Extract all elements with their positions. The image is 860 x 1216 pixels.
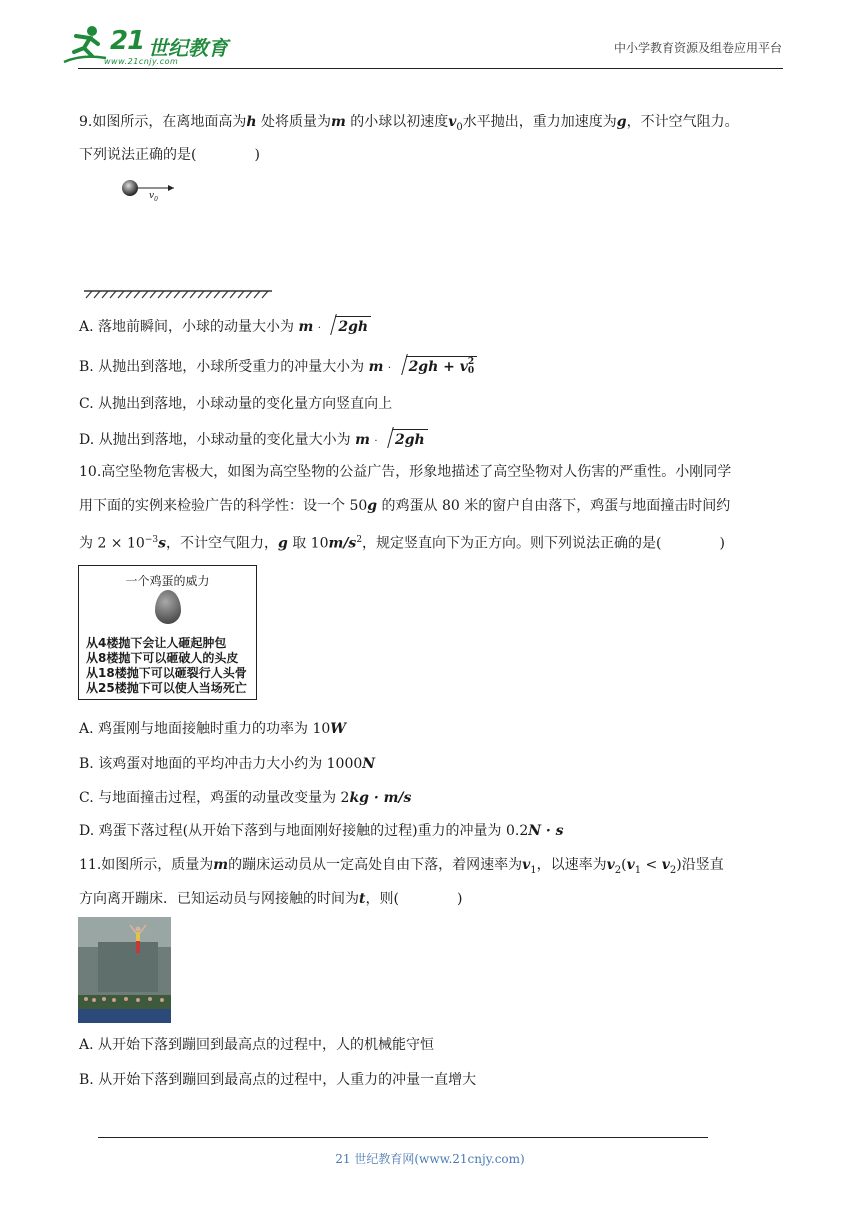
header-platform-name: 中小学教育资源及组卷应用平台 xyxy=(613,41,782,55)
egg-icon xyxy=(155,590,181,624)
q10-stem-line3: 为 $2 \times 10^{-3}s$，不计空气阻力，g 取 $10m/s^2$，规定竖直向下为正方向。则下列说法正确的是( ) xyxy=(79,535,725,552)
logo-number: 21 xyxy=(110,26,145,56)
q9-stem-line2: 下列说法正确的是( ) xyxy=(79,147,260,163)
q10-stem-line2: 用下面的实例来检验广告的科学性：设一个 50g 的鸡蛋从 80 米的窗户自由落下，鸡蛋与地面撞击时间约 xyxy=(79,498,731,514)
egg-poster-lines xyxy=(86,636,247,696)
site-logo xyxy=(62,24,232,68)
egg-poster-line: 从18楼抛下可以砸裂行人头骨 xyxy=(86,666,247,680)
q9-stem-line1: 9.如图所示，在离地面高为h 处将质量为m 的小球以初速度$v_0$水平抛出，重力加速度为g，不计空气阻力。 xyxy=(79,114,739,133)
logo-url: www.21cnjy.com xyxy=(104,57,179,66)
q11-option-a: A. 从开始下落到蹦回到最高点的过程中，人的机械能守恒 xyxy=(79,1037,435,1053)
q9-velocity-label: $v_0$ xyxy=(149,191,158,203)
ground-hatching xyxy=(86,291,268,298)
q9-option-d: D. 从抛出到落地，小球动量的变化量大小为 m · 2gh xyxy=(79,429,428,452)
logo-text: 世纪教育 xyxy=(148,36,228,60)
runner-logo-icon xyxy=(62,24,108,66)
q11-stem-line2: 方向离开蹦床．已知运动员与网接触的时间为t，则( ) xyxy=(79,891,463,907)
q9-projectile-figure xyxy=(78,174,278,300)
q10-stem-line1: 10.高空坠物危害极大，如图为高空坠物的公益广告，形象地描述了高空坠物对人伤害的严重性。小刚同学 xyxy=(79,464,732,480)
q10-option-c: C. 与地面撞击过程，鸡蛋的动量改变量为 2kg · m/s xyxy=(79,790,412,806)
egg-poster-line: 从25楼抛下可以使人当场死亡 xyxy=(86,681,247,695)
q9-option-a: A. 落地前瞬间，小球的动量大小为 m · 2gh xyxy=(79,316,371,339)
q10-option-d: D. 鸡蛋下落过程(从开始下落到与地面刚好接触的过程)重力的冲量为 0.2N · s xyxy=(79,823,564,839)
egg-poster-line: 从8楼抛下可以砸破人的头皮 xyxy=(86,651,239,665)
q10-option-a: A. 鸡蛋刚与地面接触时重力的功率为 10W xyxy=(79,721,347,737)
q11-stem-line1: 11.如图所示，质量为m的蹦床运动员从一定高处自由下落，着网速率为$v_1$，以速率为$v_2(v_1 < v_2)$沿竖直 xyxy=(79,857,724,876)
header-divider xyxy=(78,68,783,69)
ball-icon xyxy=(122,180,138,196)
footer-site[interactable]: 21 世纪教育网(www.21cnjy.com) xyxy=(335,1152,525,1166)
egg-poster-line: 从4楼抛下会让人砸起肿包 xyxy=(86,636,227,650)
q10-option-b: B. 该鸡蛋对地面的平均冲击力大小约为 1000N xyxy=(79,756,376,772)
q9-option-b: B. 从抛出到落地，小球所受重力的冲量大小为 m · 2gh + v 2 0 xyxy=(79,356,477,379)
egg-poster-figure xyxy=(78,565,257,700)
footer-divider xyxy=(98,1137,708,1138)
q9-option-c: C. 从抛出到落地，小球动量的变化量方向竖直向上 xyxy=(79,396,393,412)
q11-option-b: B. 从开始下落到蹦回到最高点的过程中，人重力的冲量一直增大 xyxy=(79,1072,477,1088)
trampoline-photo xyxy=(78,917,171,1023)
egg-poster-title: 一个鸡蛋的威力 xyxy=(125,574,210,588)
